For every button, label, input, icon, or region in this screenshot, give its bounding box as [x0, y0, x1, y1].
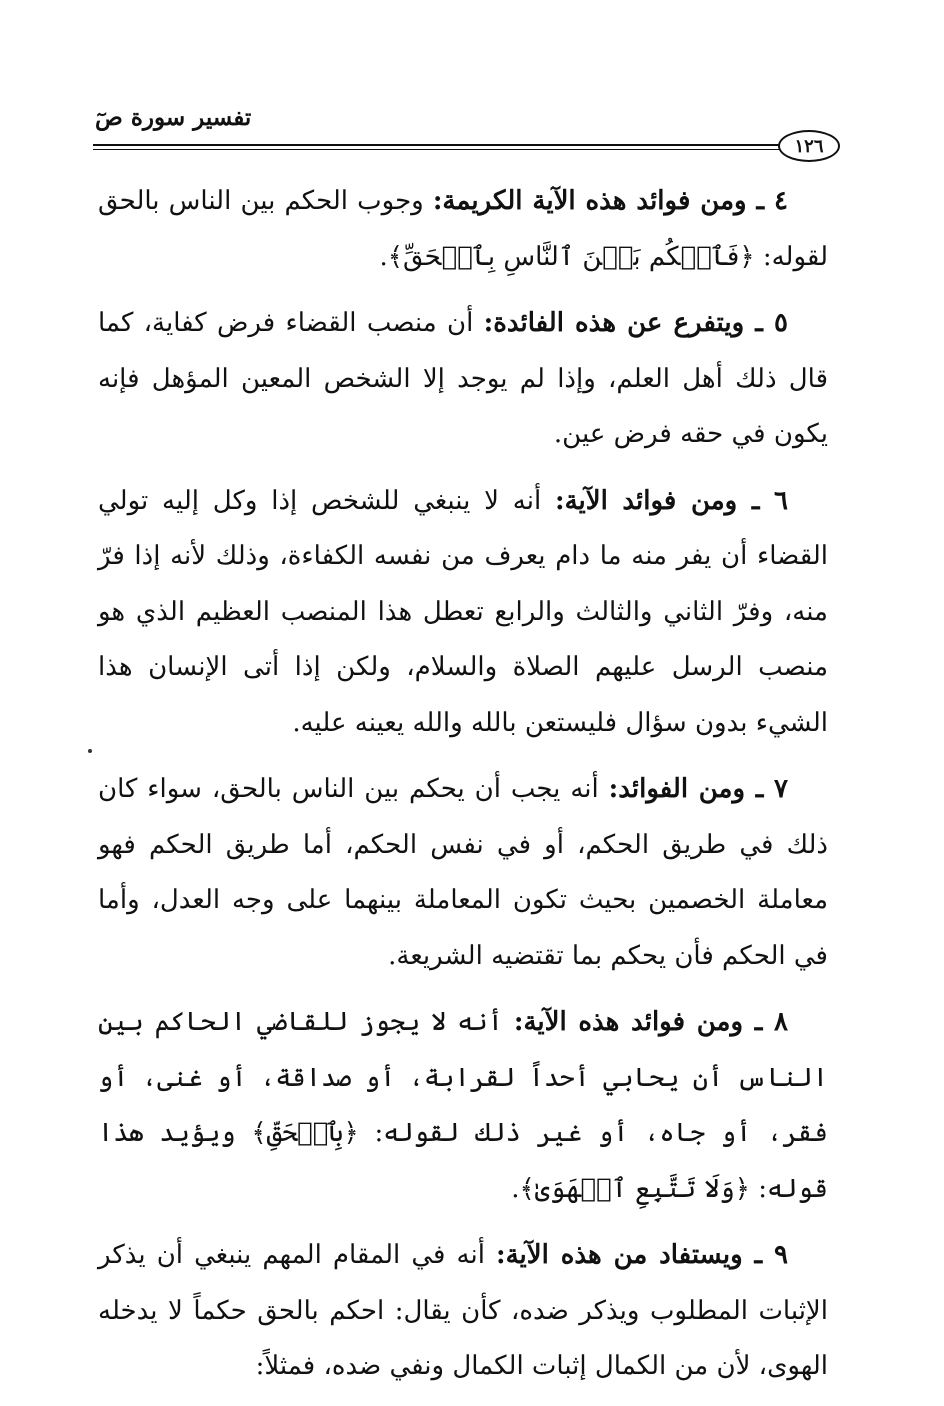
running-title: تفسير سورة صٓ — [95, 104, 252, 131]
benefit-paragraph-5 — [98, 296, 828, 463]
paragraph-body: أنه يجب أن يحكم بين الناس بالحق، سواء كان ذلك في طريق الحكم، أو في نفس الحكم، أما طريق الحكم فهو معاملة الخصمين بحيث تكون المعاملة بينهما على وجه العدل، وأما في الحكم فأن يحكم بما تقتضيه الشريعة. — [98, 774, 828, 971]
body-text — [98, 174, 828, 1406]
page-number-badge: ١٢٦ — [778, 130, 840, 162]
benefit-paragraph-4 — [98, 174, 828, 285]
paragraph-lead: ٨ ـ ومن فوائد هذه الآية: — [513, 1007, 788, 1037]
header-rule — [93, 144, 785, 150]
paragraph-lead: ٦ ـ ومن فوائد الآية: — [554, 485, 788, 516]
scan-speck — [88, 749, 92, 753]
paragraph-body: أنه في المقام المهم ينبغي أن يذكر الإثبات المطلوب ويذكر ضده، كأن يقال: احكم بالحق حكماً لا يدخله الهوى، لأن من الكمال إثبات الكمال ونفي ضده، فمثلاً: — [98, 1240, 828, 1381]
paragraph-lead: ٥ ـ ويتفرع عن هذه الفائدة: — [483, 308, 788, 338]
paragraph-lead: ٤ ـ ومن فوائد هذه الآية الكريمة: — [432, 186, 788, 216]
benefit-paragraph-7 — [98, 762, 828, 984]
paragraph-body: أنه لا ينبغي للشخص إذا وكل إليه تولي القضاء أن يفر منه ما دام يعرف من نفسه الكفاءة، وذلك لأنه إذا فرّ منه، وفرّ الثاني والثالث والرابع تعطل هذا المنصب العظيم الذي هو منصب الرسل عليهم الصلاة والسلام، ولكن إذا أتى الإنسان هذا الشيء بدون سؤال فليستعن بالله والله يعينه عليه. — [98, 485, 828, 738]
paragraph-body: أن منصب القضاء فرض كفاية، كما قال ذلك أهل العلم، وإذا لم يوجد إلا الشخص المعين المؤهل فإنه يكون في حقه فرض عين. — [98, 308, 828, 449]
benefit-paragraph-6 — [98, 474, 828, 752]
paragraph-lead: ٩ ـ ويستفاد من هذه الآية: — [496, 1240, 788, 1270]
benefit-paragraph-9 — [98, 1228, 828, 1395]
paragraph-lead: ٧ ـ ومن الفوائد: — [608, 774, 788, 804]
benefit-paragraph-8 — [98, 995, 828, 1217]
paragraph-body: وجوب الحكم بين الناس بالحق لقوله: ﴿فَٱحۡكُم بَيۡنَ ٱلنَّاسِ بِٱلۡحَقِّ﴾. — [98, 186, 828, 272]
paragraph-body: أنه لا يجوز للقاضي الحاكم بين الناس أن يحابي أحداً لقرابة، أو صداقة، أو غنى، أو فقر، أو جاه، أو غير ذلك لقوله: ﴿بِٱلۡحَقِّ﴾ ويؤيد هذا قوله: ﴿وَلَا تَتَّبِعِ ٱلۡهَوَىٰ﴾. — [98, 1007, 828, 1204]
